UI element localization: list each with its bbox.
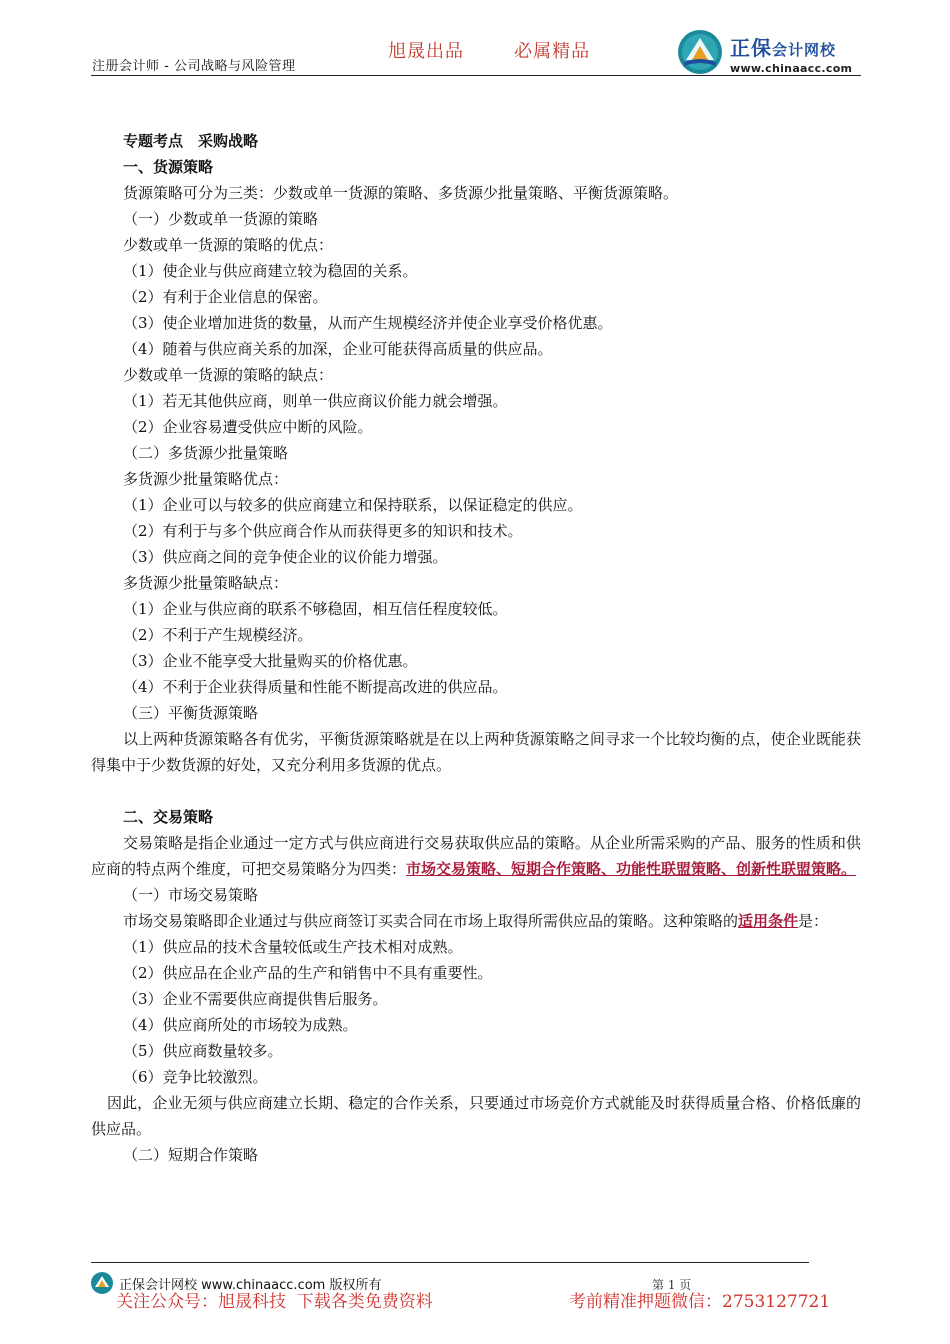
subheading-short-term: （二）短期合作策略 [123, 1146, 259, 1164]
text-line: （1）企业可以与较多的供应商建立和保持联系，以保证稳定的供应。 [123, 496, 583, 514]
header-slogan: 旭晟出品 必属精品 [388, 41, 591, 62]
chinaacc-logo [676, 28, 866, 76]
text-line: （1）若无其他供应商，则单一供应商议价能力就会增强。 [123, 392, 508, 410]
text-line: （3）使企业增加进货的数量，从而产生规模经济并使企业享受价格优惠。 [123, 314, 613, 332]
paragraph-trade: 交易策略是指企业通过一定方式与供应商进行交易获取供应品的策略。从企业所需采购的产品、服务的性质和供应商的特点两个维度，可把交易策略分为四类：市场交易策略、短期合作策略、功能性联盟策略、创新性联盟策略。 [91, 834, 861, 878]
section-2-title: 二、交易策略 [123, 808, 214, 826]
chinaacc-logo-icon [676, 28, 724, 76]
text-line: （3）企业不能享受大批量购买的价格优惠。 [123, 652, 418, 670]
text-line: （1）使企业与供应商建立较为稳固的关系。 [123, 262, 418, 280]
list-item: （3）企业不需要供应商提供售后服务。 [123, 990, 388, 1008]
header-course-title: 注册会计师 - 公司战略与风险管理 [92, 59, 296, 74]
list-item: （5）供应商数量较多。 [123, 1042, 283, 1060]
footer-divider [91, 1262, 809, 1263]
text-line: （二）多货源少批量策略 [123, 444, 289, 462]
footer-promo-left: 关注公众号：旭晟科技 下载各类免费资料 [116, 1292, 433, 1312]
text-line: （2）有利于企业信息的保密。 [123, 288, 328, 306]
spacer [91, 778, 861, 804]
text-line: （三）平衡货源策略 [123, 704, 259, 722]
text-line: （2）有利于与多个供应商合作从而获得更多的知识和技术。 [123, 522, 523, 540]
paragraph-market: 市场交易策略即企业通过与供应商签订买卖合同在市场上取得所需供应品的策略。这种策略的适用条件是： [123, 912, 829, 930]
text-line: （4）随着与供应商关系的加深，企业可能获得高质量的供应品。 [123, 340, 553, 358]
text-line: （1）企业与供应商的联系不够稳固，相互信任程度较低。 [123, 600, 508, 618]
text-line: （2）不利于产生规模经济。 [123, 626, 313, 644]
list-item: （6）竞争比较激烈。 [123, 1068, 268, 1086]
text-line: （4）不利于企业获得质量和性能不断提高改进的供应品。 [123, 678, 508, 696]
text-line: （3）供应商之间的竞争使企业的议价能力增强。 [123, 548, 448, 566]
paragraph-balance: 以上两种货源策略各有优劣，平衡货源策略就是在以上两种货源策略之间寻求一个比较均衡的点，使企业既能获得集中于少数货源的好处，又充分利用多货源的优点。 [91, 730, 861, 774]
market-conditions-list [91, 934, 861, 1090]
list-item: （4）供应商所处的市场较为成熟。 [123, 1016, 358, 1034]
page-number: 第 1 页 [652, 1278, 692, 1292]
highlight-trade-types: 市场交易策略、短期合作策略、功能性联盟策略、创新性联盟策略。 [406, 860, 857, 878]
text-line: 多货源少批量策略缺点： [123, 574, 289, 592]
text-line: 货源策略可分为三类：少数或单一货源的策略、多货源少批量策略、平衡货源策略。 [123, 184, 679, 202]
list-item: （2）供应品在企业产品的生产和销售中不具有重要性。 [123, 964, 493, 982]
text-line: 一、货源策略 [123, 158, 214, 176]
footer-copyright: 正保会计网校 www.chinaacc.com 版权所有 [119, 1278, 382, 1293]
highlight-conditions: 适用条件 [738, 912, 799, 930]
section-1-lines [91, 128, 861, 726]
list-item: （1）供应品的技术含量较低或生产技术相对成熟。 [123, 938, 463, 956]
logo-url: www.chinaacc.com [730, 62, 853, 75]
text-line: （一）少数或单一货源的策略 [123, 210, 319, 228]
subheading-market: （一）市场交易策略 [123, 886, 259, 904]
document-body [91, 128, 861, 1168]
footer-logo-icon [90, 1271, 114, 1295]
text-line: 多货源少批量策略优点： [123, 470, 289, 488]
logo-name: 正保会计网校 [730, 36, 837, 60]
header-divider [91, 75, 861, 76]
text-line: 专题考点 采购战略 [123, 132, 259, 150]
text-line: 少数或单一货源的策略的优点： [123, 236, 334, 254]
text-line: （2）企业容易遭受供应中断的风险。 [123, 418, 373, 436]
footer-promo-right: 考前精准押题微信：2753127721 [569, 1292, 831, 1312]
text-line: 少数或单一货源的策略的缺点： [123, 366, 334, 384]
paragraph-therefore: 因此，企业无须与供应商建立长期、稳定的合作关系，只要通过市场竞价方式就能及时获得质量合格、价格低廉的供应品。 [91, 1094, 861, 1138]
